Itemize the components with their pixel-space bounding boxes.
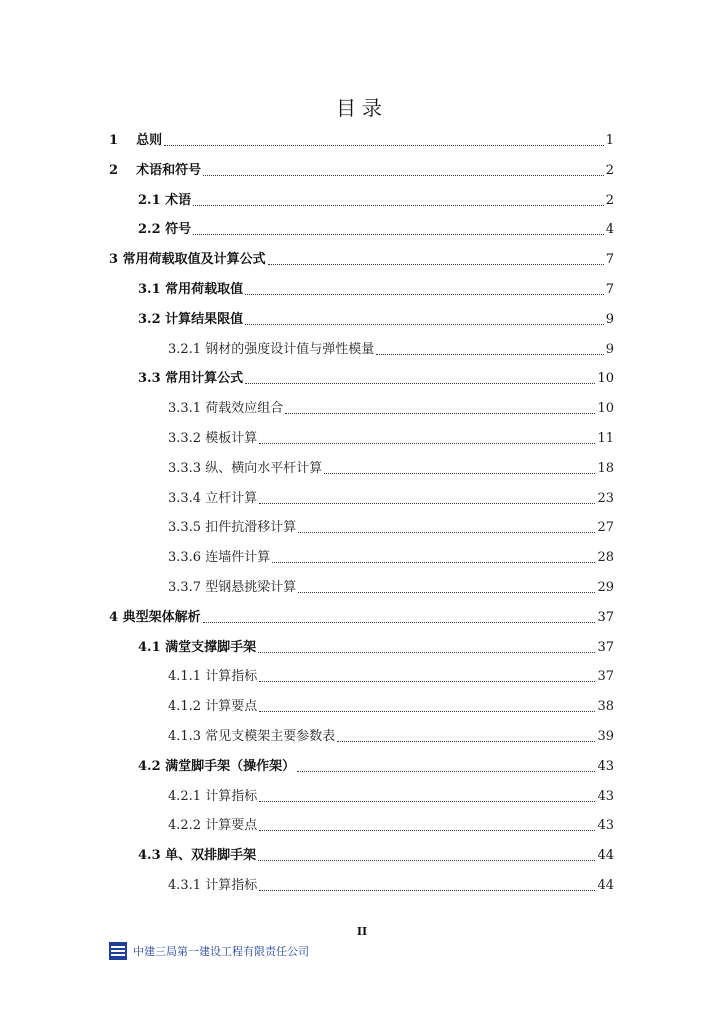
dot-leader (259, 801, 595, 802)
toc-entry[interactable] (138, 220, 614, 240)
toc-entry-page: 43 (597, 818, 614, 834)
toc-entry-page: 37 (597, 609, 614, 625)
toc-entry-number: 3.1 (138, 282, 166, 297)
dot-leader (259, 890, 595, 891)
toc-entry-page: 2 (605, 162, 614, 178)
toc-entry[interactable] (168, 578, 614, 598)
toc-entry[interactable] (168, 489, 614, 509)
toc-entry-number: 4.2.2 (168, 818, 206, 834)
toc-entry-label: 纵、横向水平杆计算 (205, 460, 323, 476)
toc-entry[interactable] (168, 399, 614, 419)
toc-entry-label: 计算指标 (205, 878, 258, 893)
toc-entry[interactable] (168, 340, 614, 360)
toc-entry-label: 典型架体解析 (122, 609, 201, 625)
toc-entry[interactable] (168, 876, 614, 896)
toc-entry-page: 7 (605, 252, 614, 268)
dot-leader (298, 592, 595, 593)
toc-entry-page: 43 (597, 758, 614, 774)
toc-entry-label: 荷载效应组合 (205, 401, 284, 417)
toc-entry-label: 单、双排脚手架 (165, 848, 257, 864)
dot-leader (285, 413, 595, 414)
dot-leader (258, 652, 595, 653)
toc-entry-page: 10 (597, 401, 614, 417)
toc-entry-label: 术语 (165, 192, 192, 208)
toc-entry-number: 3.3.3 (168, 460, 206, 476)
toc-entry-number: 3 (109, 252, 123, 268)
toc-entry[interactable] (168, 787, 614, 807)
toc-entry-label: 总则 (136, 133, 163, 148)
dot-leader (298, 532, 595, 533)
dot-leader (258, 860, 595, 861)
toc-entry[interactable] (138, 638, 614, 658)
toc-entry[interactable] (109, 131, 614, 151)
toc-entry-page: 39 (597, 729, 614, 744)
toc-entry-label: 计算指标 (205, 788, 258, 804)
toc-entry-number: 1 (109, 133, 137, 148)
toc-entry-number: 4.1.2 (168, 699, 206, 715)
toc-entry-number: 3.3.6 (168, 550, 206, 566)
toc-entry-page: 9 (605, 311, 614, 327)
dot-leader (337, 741, 595, 742)
dot-leader (324, 473, 595, 474)
toc-entry-page: 29 (597, 580, 614, 595)
toc-entry-label: 计算要点 (205, 699, 258, 715)
toc-entry-label: 符号 (165, 222, 192, 238)
toc-entry-page: 23 (597, 490, 614, 506)
toc-entry[interactable] (138, 369, 614, 389)
dot-leader (376, 354, 603, 355)
toc-entry-page: 43 (597, 788, 614, 804)
dot-leader (297, 771, 595, 772)
toc-entry-label: 扣件抗滑移计算 (205, 520, 297, 536)
toc-entry-label: 常用荷载取值及计算公式 (122, 252, 266, 268)
toc-entry[interactable] (109, 608, 614, 628)
toc-entry-number: 4.1 (138, 639, 166, 655)
dot-leader (193, 234, 604, 235)
toc-entry-page: 28 (597, 550, 614, 566)
toc-entry[interactable] (168, 548, 614, 568)
toc-entry-page: 18 (597, 460, 614, 476)
toc-entry-label: 立杆计算 (205, 490, 258, 506)
toc-entry-label: 型钢悬挑梁计算 (205, 580, 297, 595)
toc-entry[interactable] (138, 757, 614, 777)
page-number: II (356, 925, 368, 938)
toc-entry[interactable] (168, 429, 614, 449)
toc-entry-label: 术语和符号 (136, 162, 202, 178)
toc-entry-number: 4.1.1 (168, 669, 206, 685)
toc-entry-number: 3.3 (138, 371, 166, 387)
dot-leader (164, 145, 604, 146)
dot-leader (203, 175, 604, 176)
toc-entry-number: 3.2 (138, 311, 166, 327)
toc-entry-page: 27 (597, 520, 614, 536)
dot-leader (193, 205, 604, 206)
dot-leader (245, 383, 595, 384)
toc-entry[interactable] (168, 816, 614, 836)
toc-entry-label: 钢材的强度设计值与弹性模量 (205, 341, 375, 357)
toc-entry-label: 常见支模架主要参数表 (205, 729, 336, 744)
toc-entry-number: 4.3.1 (168, 878, 206, 893)
toc-entry-page: 4 (605, 222, 614, 238)
toc-entry-label: 计算要点 (205, 818, 258, 834)
toc-entry[interactable] (109, 161, 614, 181)
toc-entry-number: 3.3.1 (168, 401, 206, 417)
toc-entry-page: 10 (597, 371, 614, 387)
toc-entry-page: 37 (597, 669, 614, 685)
toc-entry-page: 44 (597, 878, 614, 893)
toc-entry[interactable] (138, 280, 614, 300)
dot-leader (259, 711, 595, 712)
toc-entry-number: 4.2 (138, 758, 166, 774)
toc-entry[interactable] (168, 518, 614, 538)
toc-entry-number: 4.3 (138, 848, 166, 864)
dot-leader (203, 622, 596, 623)
toc-entry-number: 3.3.5 (168, 520, 206, 536)
dot-leader (259, 503, 595, 504)
dot-leader (259, 443, 595, 444)
toc-entry[interactable] (168, 727, 614, 747)
toc-entry-label: 满堂脚手架（操作架） (165, 758, 296, 774)
dot-leader (245, 324, 604, 325)
toc-entry-number: 3.3.4 (168, 490, 206, 506)
toc-entry-page: 37 (597, 639, 614, 655)
toc-entry-number: 4 (109, 609, 123, 625)
toc-entry-label: 常用荷载取值 (165, 282, 244, 297)
toc-entry-number: 3.2.1 (168, 341, 206, 357)
toc-entry[interactable] (138, 846, 614, 866)
toc-entry[interactable] (168, 697, 614, 717)
dot-leader (245, 294, 604, 295)
toc-entry-number: 2.2 (138, 222, 166, 238)
toc-entry[interactable] (138, 191, 614, 211)
toc-entry[interactable] (138, 310, 614, 330)
toc-entry-page: 2 (605, 192, 614, 208)
toc-entry[interactable] (168, 667, 614, 687)
toc-entry-number: 2 (109, 162, 137, 178)
toc-entry-number: 4.2.1 (168, 788, 206, 804)
dot-leader (268, 264, 604, 265)
footer-brand (109, 942, 309, 960)
toc-entry-page: 9 (605, 341, 614, 357)
toc-entry-label: 常用计算公式 (165, 371, 244, 387)
toc-entry-label: 满堂支撑脚手架 (165, 639, 257, 655)
toc-entry[interactable] (109, 250, 614, 270)
dot-leader (259, 681, 595, 682)
dot-leader (272, 562, 595, 563)
toc-entry[interactable] (168, 459, 614, 479)
toc-entry-label: 计算指标 (205, 669, 258, 685)
toc-entry-label: 连墙件计算 (205, 550, 271, 566)
toc-entry-number: 3.3.2 (168, 431, 206, 446)
toc-entry-label: 计算结果限值 (165, 311, 244, 327)
toc-entry-number: 2.1 (138, 192, 166, 208)
toc-entry-page: 11 (597, 431, 614, 446)
toc-entry-page: 7 (605, 282, 614, 297)
company-logo-icon (109, 942, 127, 960)
dot-leader (259, 830, 595, 831)
company-name: 中建三局第一建设工程有限责任公司 (133, 945, 309, 958)
toc-entry-page: 38 (597, 699, 614, 715)
toc-entry-number: 3.3.7 (168, 580, 206, 595)
page-title: 目录 (336, 96, 388, 120)
toc-entry-label: 模板计算 (205, 431, 258, 446)
toc-entry-page: 1 (605, 133, 614, 148)
toc-entry-number: 4.1.3 (168, 729, 206, 744)
toc-entry-page: 44 (597, 848, 614, 864)
